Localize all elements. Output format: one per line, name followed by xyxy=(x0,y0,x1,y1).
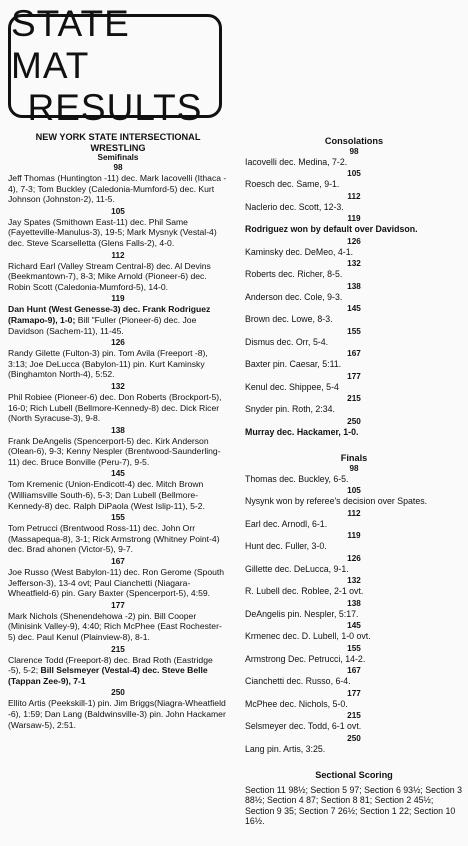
scoring-text: Section 11 98½; Section 5 97; Section 6 93½; Section 3 88½; Section 4 87; Section 8 81; Section 2 45½; Section 9 35; Section 7 26½; Section 1 22; Section 10 16½. xyxy=(245,784,462,826)
final-results xyxy=(245,464,463,757)
bout-result-text: Phil Robiee (Pioneer-6) dec. Don Roberts (Brockport-5), 16-0; Rich Lubell (Bellmore-Kennedy-8) dec. Dick Ricer (North Syracuse-3), 9-8. xyxy=(8,391,222,424)
weight-class-label: 126 xyxy=(347,236,361,246)
bout-result xyxy=(8,304,228,336)
bout-result-text: Randy Gilette (Fulton-3) pin. Tom Avila (Freeport -8), 3:13; Joe DeLucca (Babylon-11) pin. Kurt Kaminsky (Binghamton North-4), 5:52. xyxy=(8,348,208,380)
weight-class-label: 155 xyxy=(347,326,361,336)
weight-class-label: 215 xyxy=(111,644,125,654)
weight-class-label: 250 xyxy=(347,416,361,426)
bout-result xyxy=(8,479,228,511)
bout-result: Selsmeyer dec. Todd, 6-1 ovt. xyxy=(245,721,362,731)
bout-result xyxy=(8,698,228,730)
weight-class-label: 167 xyxy=(347,349,361,358)
bout-result: Iacovelli dec. Medina, 7-2. xyxy=(245,156,348,167)
weight-class-label: 215 xyxy=(347,394,361,403)
weight-class-label: 177 xyxy=(111,600,125,610)
bout-result: Armstrong Dec. Petrucci, 14-2. xyxy=(245,653,366,664)
bout-result: Nysynk won by referee's decision over Spates. xyxy=(245,496,428,506)
bout-result xyxy=(8,261,228,293)
bout-result: Baxter pin. Caesar, 5:11. xyxy=(245,359,342,369)
bout-result-highlight: Dan Hunt (West Genesse-3) dec. Frank Rodriguez (Ramapo-9), 1-0; xyxy=(8,304,211,325)
bout-result: Dismus dec. Orr, 5-4. xyxy=(245,336,329,347)
weight-class-label: 112 xyxy=(347,508,361,518)
bout-result: Hunt dec. Fuller, 3-0. xyxy=(245,541,327,551)
semifinal-results xyxy=(8,163,228,730)
bout-result: Krmenec dec. D. Lubell, 1-0 ovt. xyxy=(245,631,371,641)
bout-result: Cianchetti dec. Russo, 6-4. xyxy=(245,676,351,686)
bout-result: Anderson dec. Cole, 9-3. xyxy=(245,291,343,302)
scoring-title: Sectional Scoring xyxy=(315,770,393,780)
weight-class-label: 105 xyxy=(347,169,361,178)
weight-class-label: 132 xyxy=(347,259,361,268)
weight-class-label: 167 xyxy=(111,557,125,567)
bout-result-text: Jay Spates (Smithown East-11) dec. Phil Same (Fayetteville-Manulus-3), 19-5; Mark Mysnyk (Vestal-4) dec. Steve Scarselletta (Glens Falls-2), 4-0. xyxy=(8,216,217,248)
bout-result: Gillette dec. DeLucca, 9-1. xyxy=(245,563,349,574)
weight-class-label: 250 xyxy=(111,688,125,698)
bout-result xyxy=(8,611,228,643)
bout-result-text: Jeff Thomas (Huntington -11) dec. Mark Iacovelli (Ithaca - 4), 7-3; Tom Buckley (Caledonia-Mumford-5) dec. Kurt Johnson (Johnston-2), 11-5. xyxy=(8,173,227,205)
weight-class-label: 167 xyxy=(347,666,361,675)
weight-class-label: 145 xyxy=(111,469,125,479)
bout-result: R. Lubell dec. Roblee, 2-1 ovt. xyxy=(245,586,364,596)
bout-result xyxy=(8,523,228,555)
round-title: Semifinals xyxy=(97,153,139,162)
headline-line-2: RESULTS xyxy=(27,87,203,128)
bout-result: Lang pin. Artis, 3:25. xyxy=(245,743,326,754)
weight-class-label: 177 xyxy=(347,371,361,381)
consolation-results xyxy=(245,147,463,440)
bout-result xyxy=(8,348,228,380)
weight-class-label: 145 xyxy=(347,621,361,630)
weight-class-label: 126 xyxy=(111,338,125,348)
bout-result-highlight: Bill Selsmeyer (Vestal-4) dec. Steve Belle (Tappan Zee-9), 7-1 xyxy=(8,665,208,686)
bout-result: Murray dec. Hackamer, 1-0. xyxy=(245,426,359,437)
bout-result-text: Bill "Fuller (Pioneer-6) dec. Joe Davidson (Sachem-11), 11-45. xyxy=(8,314,197,336)
headline-box xyxy=(8,3,222,128)
weight-class-label: 250 xyxy=(347,733,361,743)
bout-result: Earl dec. Arnodl, 6-1. xyxy=(245,518,328,529)
weight-class-label: 126 xyxy=(347,553,361,563)
bout-result xyxy=(8,173,228,205)
weight-class-label: 138 xyxy=(111,425,125,435)
headline-line-1: STATE MAT xyxy=(11,3,130,86)
bout-result-text: Clarence Todd (Freeport-8) dec. Brad Roth (Eastridge -5), 5-2; xyxy=(8,654,213,676)
bout-result: DeAngelis pin. Nespler, 5:17. xyxy=(245,608,359,619)
bout-result: Snyder pin. Roth, 2:34. xyxy=(245,404,335,414)
left-column xyxy=(8,132,228,732)
bout-result: Thomas dec. Buckley, 6-5. xyxy=(245,473,349,484)
bout-result-text: Richard Earl (Valley Stream Central-8) dec. Al Devins (Beekmantown-7), 8-3; Mike Arnold (Pioneer-6) dec. Robin Scott (Caledonia-Mumford-5), 14-0. xyxy=(8,260,211,292)
bout-result: Roesch dec. Same, 9-1. xyxy=(245,179,340,189)
bout-result-text: Mark Nichols (Shenendehowa -2) pin. Bill Cooper (Minisink Valley-9), 4:40; Rich McPhee (East Rochester-5) dec. Paul Kenul (Plainview-8), 8-1. xyxy=(8,610,222,642)
event-title: NEW YORK STATE INTERSECTIONAL WRESTLING xyxy=(35,132,201,153)
bout-result: Brown dec. Lowe, 8-3. xyxy=(245,314,333,324)
bout-result: Rodriguez won by default over Davidson. xyxy=(245,224,418,234)
bout-result: McPhee dec. Nichols, 5-0. xyxy=(245,698,348,709)
bout-result: Roberts dec. Richer, 8-5. xyxy=(245,269,343,279)
weight-class-label: 112 xyxy=(347,191,361,201)
weight-class-label: 132 xyxy=(111,381,125,391)
bout-result: Naclerio dec. Scott, 12-3. xyxy=(245,201,344,212)
weight-class-label: 155 xyxy=(111,513,125,523)
bout-result-text: Tom Kremenic (Union-Endicott-4) dec. Mitch Brown (Williamsville South-6), 5-3; Dan Lubell (Bellmore-Kennedy-8) dec. Ralph DiPaola (West Islip-11), 5-2. xyxy=(8,479,205,511)
weight-class-label: 138 xyxy=(347,281,361,291)
bout-result-text: Joe Russo (West Babylon-11) dec. Ron Gerome (Spouth Jefferson-3), 13-4 ovt; Paul Cianchetti (Niagara-Wheatfield-6) pin. Gary Baxter (Spencerport-5), 4:59. xyxy=(8,567,225,599)
bout-result xyxy=(8,392,228,424)
weight-class-label: 155 xyxy=(347,643,361,653)
bout-result-text: Tom Petrucci (Brentwood Ross-11) dec. John Orr (Massapequa-8), 3-1; Rick Armstrong (Whitney Point-4) dec. Brad ahonen (Victor-5), 9-7. xyxy=(8,523,220,555)
bout-result-text: Frank DeAngelis (Spencerport-5) dec. Kirk Anderson (Olean-6), 9-3; Kenny Nespler (Brentwood-Saunderling-11) dec. Bruce Bonville (Peru-7), 9-5. xyxy=(8,435,221,467)
finals-title: Finals xyxy=(340,453,368,463)
weight-class-label: 145 xyxy=(347,304,361,313)
bout-result-text: Ellito Artis (Peekskill-1) pin. Jim Briggs(Niagra-Wheatfield -6), 1:59; Dan Lang (Baldwinsville-3) pin. John Hackamer (Warsaw-5), 2:51. xyxy=(8,698,226,730)
weight-class-label: 98 xyxy=(349,463,359,473)
weight-class-label: 119 xyxy=(347,531,361,540)
bout-result xyxy=(8,567,228,599)
weight-class-label: 119 xyxy=(111,294,125,304)
weight-class-label: 119 xyxy=(347,214,361,223)
weight-class-label: 138 xyxy=(347,598,361,608)
bout-result: Kaminsky dec. DeMeo, 4-1. xyxy=(245,246,354,257)
weight-class-label: 105 xyxy=(347,486,361,495)
right-column xyxy=(245,136,463,827)
weight-class-label: 112 xyxy=(111,250,125,260)
bout-result xyxy=(8,217,228,249)
weight-class-label: 132 xyxy=(347,576,361,585)
bout-result xyxy=(8,436,228,468)
weight-class-label: 98 xyxy=(113,163,123,172)
weight-class-label: 105 xyxy=(111,206,125,216)
consolations-title: Consolations xyxy=(324,136,384,146)
weight-class-label: 98 xyxy=(349,146,359,156)
weight-class-label: 215 xyxy=(347,711,361,720)
weight-class-label: 177 xyxy=(347,688,361,698)
bout-result: Kenul dec. Shippee, 5-4 xyxy=(245,381,339,392)
bout-result xyxy=(8,655,228,687)
